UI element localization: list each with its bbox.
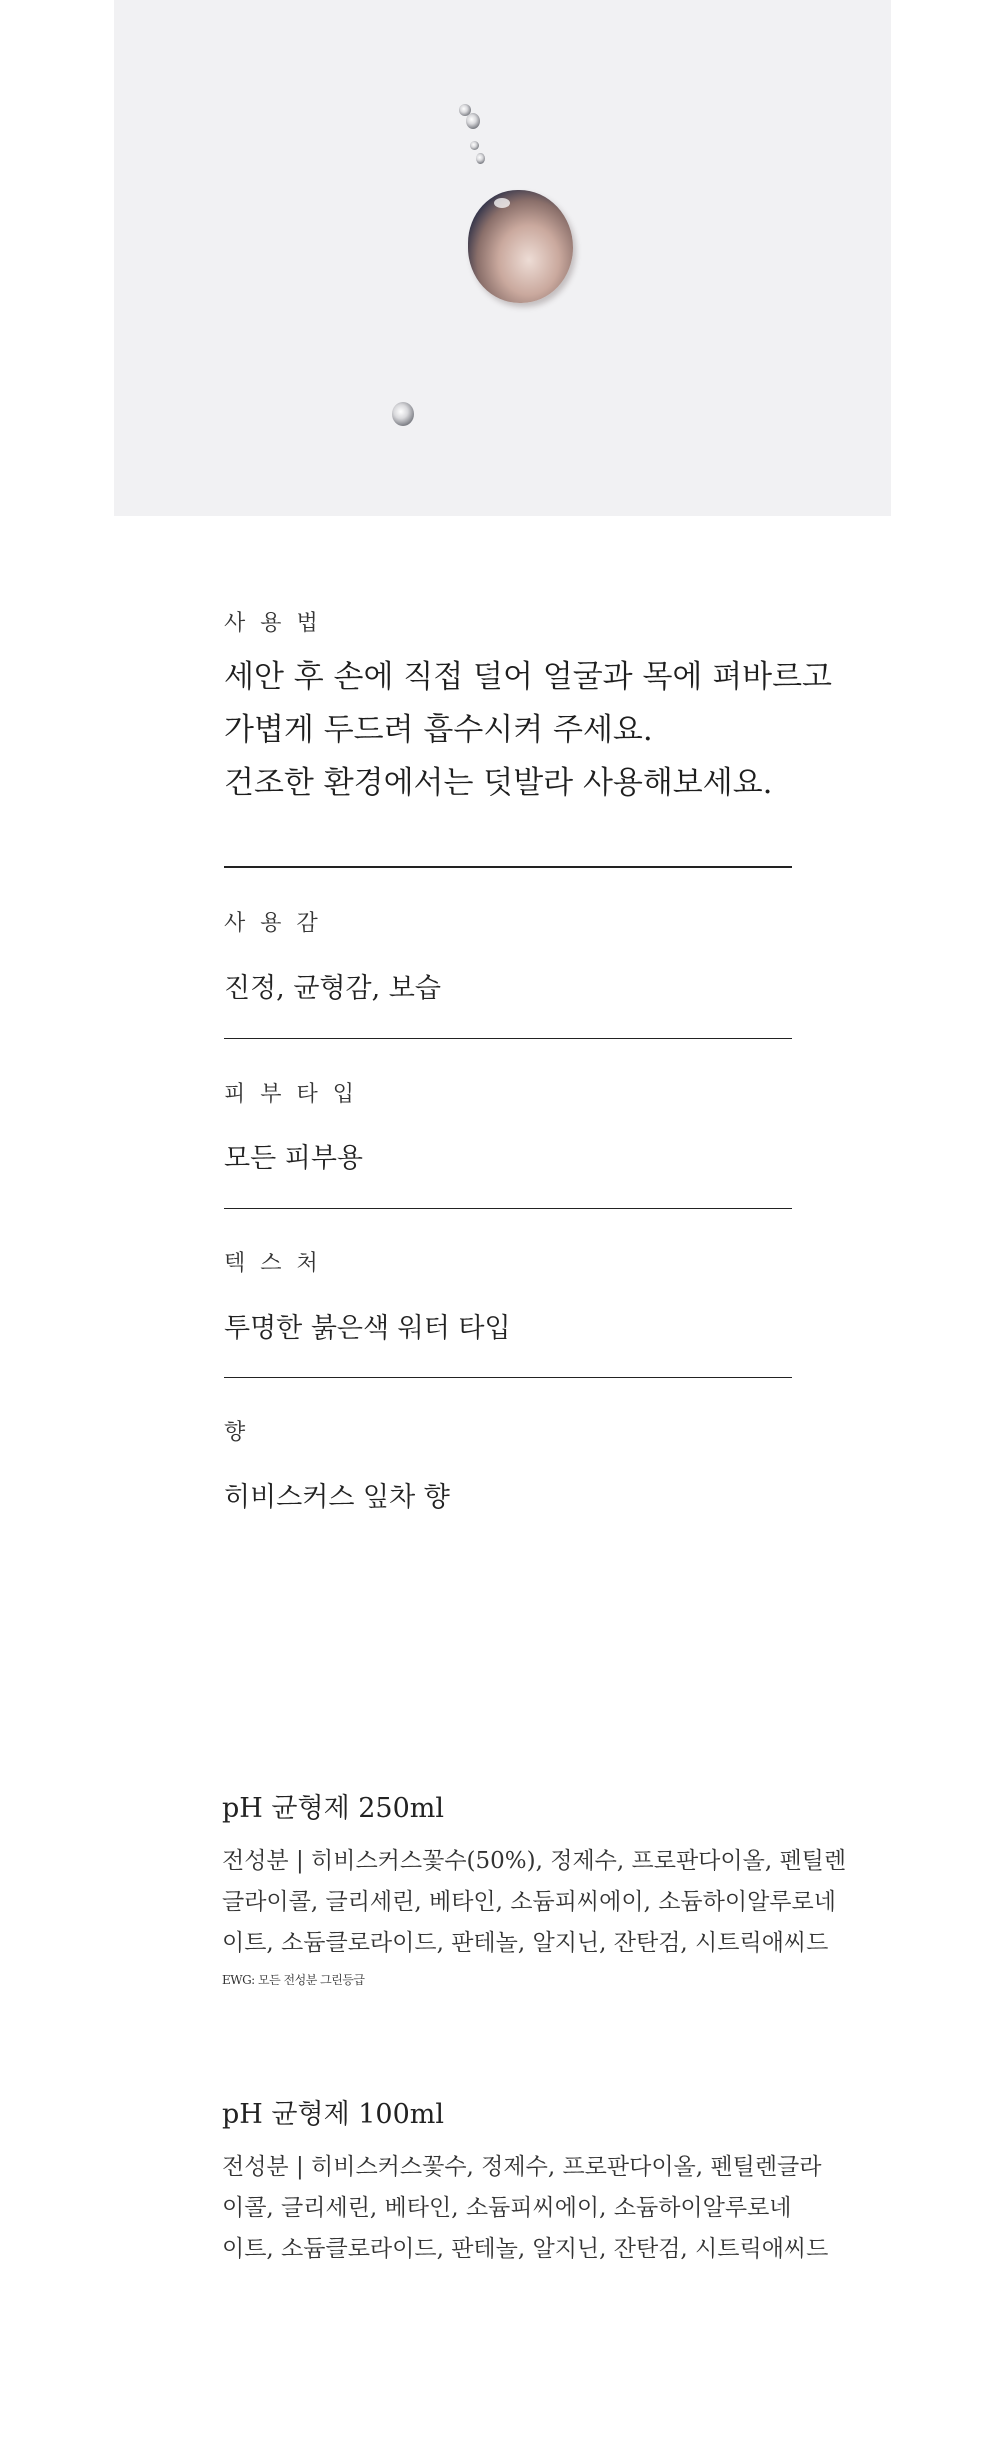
- scent-label: 향: [224, 1420, 250, 1445]
- feel-value: 진정, 균형감, 보습: [224, 973, 441, 1004]
- texture-value: 투명한 붉은색 워터 타입: [224, 1313, 511, 1344]
- droplet-small: [392, 402, 414, 426]
- feel-label: 사 용 감: [224, 911, 322, 936]
- scent-value: 히비스커스 잎차 향: [224, 1482, 450, 1513]
- ingredients-line: 이트, 소듐클로라이드, 판테놀, 알지닌, 잔탄검, 시트릭애씨드: [222, 1930, 829, 1956]
- ingredients-line: 전성분 | 히비스커스꽃수, 정제수, 프로판다이올, 펜틸렌글라: [222, 2154, 822, 2180]
- ingredients-line: 글라이콜, 글리세린, 베타인, 소듐피씨에이, 소듐하이알루로네: [222, 1889, 836, 1915]
- divider: [224, 866, 792, 868]
- texture-label: 텍 스 처: [224, 1251, 322, 1276]
- ingredients-250-list: [222, 1841, 847, 1964]
- ewg-note: EWG: 모든 전성분 그린등급: [222, 1973, 365, 1987]
- divider: [224, 1208, 792, 1209]
- droplet-large: [468, 190, 573, 303]
- divider: [224, 1038, 792, 1039]
- ingredients-line: 전성분 | 히비스커스꽃수(50%), 정제수, 프로판다이올, 펜틸렌: [222, 1848, 847, 1874]
- hero-image: [114, 0, 891, 516]
- usage-label: 사 용 법: [224, 611, 322, 636]
- ingredients-line: 이트, 소듐클로라이드, 판테놀, 알지닌, 잔탄검, 시트릭애씨드: [222, 2236, 829, 2262]
- usage-description: [224, 651, 833, 810]
- droplet-small: [466, 113, 480, 129]
- ingredients-100-list: [222, 2147, 829, 2270]
- ingredients-250-title: pH 균형제 250ml: [222, 1793, 445, 1824]
- skin-type-value: 모든 피부용: [224, 1143, 363, 1174]
- usage-line: 세안 후 손에 직접 덜어 얼굴과 목에 펴바르고: [224, 659, 833, 695]
- divider: [224, 1377, 792, 1378]
- skin-type-label: 피 부 타 입: [224, 1082, 358, 1107]
- ingredients-100-title: pH 균형제 100ml: [222, 2099, 445, 2130]
- droplet-small: [470, 141, 479, 150]
- usage-line: 건조한 환경에서는 덧발라 사용해보세요.: [224, 765, 773, 801]
- usage-line: 가볍게 두드려 흡수시켜 주세요.: [224, 712, 653, 748]
- droplet-small: [476, 153, 485, 164]
- ingredients-line: 이콜, 글리세린, 베타인, 소듐피씨에이, 소듐하이알루로네: [222, 2195, 792, 2221]
